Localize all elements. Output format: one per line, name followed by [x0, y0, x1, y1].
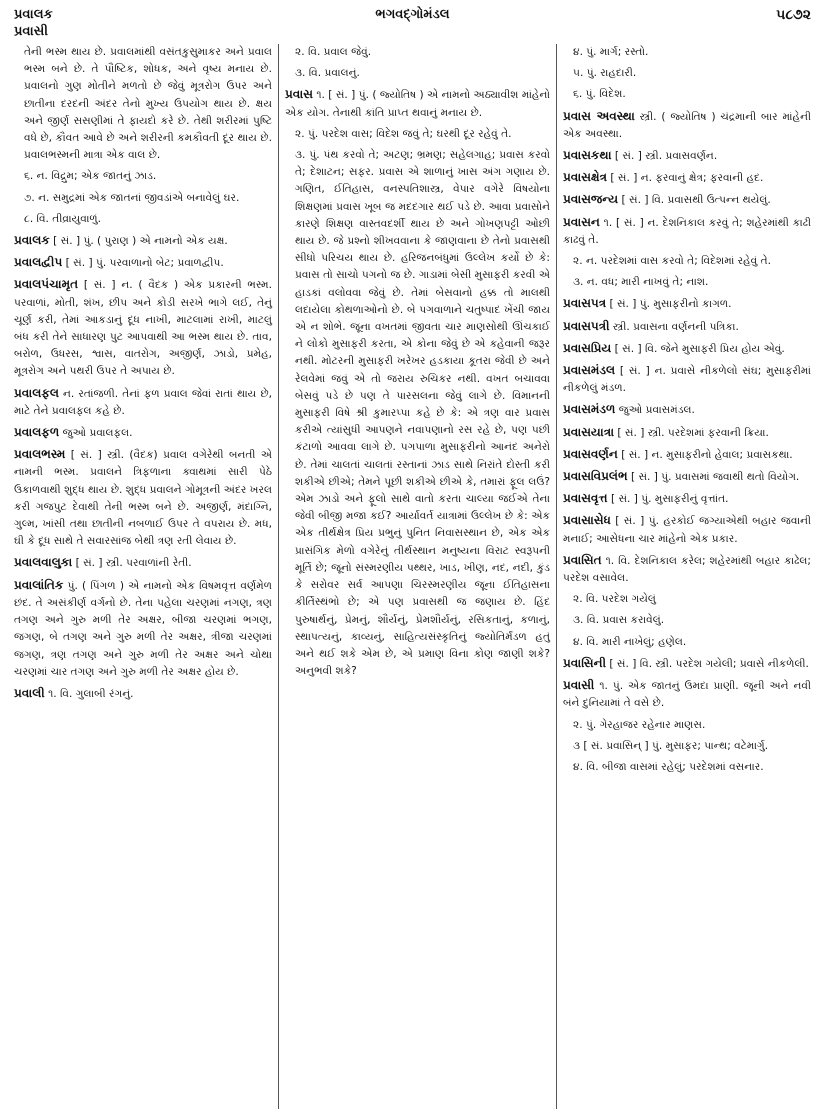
entry-definition: ૬. ન. વિદ્રુમ; એક જાતનું ઝાડ.	[24, 170, 157, 183]
entry-headword: પ્રવાસક્ષેત્ર	[563, 170, 608, 185]
header-left-guide-word: પ્રવાલક	[14, 7, 53, 22]
entry-definition: પું. ( પિંગળ ) એ નામનો એક વિષમવૃત્ત વર્ણમેળ છંદ. તે અસંકીર્ણ વર્ગનો છે. તેના પહેલા ચરણમાં નગણ, ત્રણ તગણ અને ગુરુ મળી તેર અક્ષર, બીજા ચરણમાં ભગણ, જગણ, બે તગણ અને ગુરુ મળી તેર અક્ષર, ત્રીજા ચરણમાં જગણ, ત્રણ તગણ અને ગુરુ મળી તેર અક્ષર અને ચોથા ચરણમાં ચાર તગણ અને ગુરુ મળી તેર અક્ષર હોય છે.	[14, 579, 272, 678]
entry-headword: પ્રવાસયાત્રા	[563, 424, 615, 439]
entry-definition: ૫. પું. રાહદારી.	[573, 67, 637, 80]
dictionary-entry	[563, 424, 811, 442]
entry-headword: પ્રવાસપત્રી	[563, 318, 610, 333]
entry-definition: ૧. પું. એક જાતનું ઉમદા પ્રાણી. જૂની અને નવી બંને દુનિયામાં તે વસે છે.	[563, 680, 811, 710]
entry-headword: પ્રવાસન	[563, 214, 600, 229]
entry-headword: પ્રવાલક	[14, 233, 50, 248]
dictionary-entry	[285, 86, 550, 121]
entry-sense	[563, 86, 811, 103]
dictionary-entry	[14, 254, 272, 272]
entry-definition: ૧. વિ. ગુલાબી રંગનું.	[48, 687, 134, 700]
entry-headword: પ્રવાસમંડળ	[563, 402, 616, 417]
entry-definition: સ્ત્રી. પ્રવાસના વર્ણનની પત્રિકા.	[612, 320, 739, 333]
entry-headword: પ્રવાસી	[563, 678, 595, 693]
dictionary-entry	[14, 685, 272, 703]
entry-definition: ૧. વિ. દેશનિકાલ કરેલ; શહેરમાંથી બહાર કાઢેલ; પરદેશ વસાવેલ.	[563, 554, 811, 585]
dictionary-entry	[563, 512, 811, 547]
dictionary-entry	[563, 295, 811, 313]
entry-headword: પ્રવાસવિપ્રલંભ	[563, 469, 628, 484]
dictionary-entry	[563, 191, 811, 209]
entry-definition: ૩. વિ. પ્રવાલનું.	[295, 67, 360, 80]
entry-definition: [ સં. ] પું. મુસાફરીનો કાગળ.	[609, 298, 732, 311]
entry-definition: ૨. વિ. પ્રવાલ જેવું.	[295, 46, 372, 58]
entry-sense	[563, 612, 811, 629]
entry-headword: પ્રવાલી	[14, 685, 45, 700]
dictionary-entry	[563, 468, 811, 486]
entry-definition: જુઓ પ્રવાલફલ.	[62, 427, 133, 440]
entry-sense	[285, 126, 550, 143]
column-1	[8, 44, 278, 1109]
entry-definition: [ સં. ] વિ. પ્રવાસથી ઉત્પન્ન થયેલું.	[621, 194, 771, 207]
entry-headword: પ્રવાલફળ	[14, 425, 60, 440]
dictionary-entry	[14, 554, 272, 572]
entry-sense	[14, 44, 272, 164]
dictionary-entry	[563, 655, 811, 673]
entry-definition: [ સં. ] સ્ત્રી. પરવાળાંની રેતી.	[75, 557, 192, 570]
dictionary-entry	[14, 424, 272, 442]
entry-definition: ૨. પું. ગેરહાજર રહેનાર માણસ.	[573, 718, 706, 731]
entry-headword: પ્રવાલફલ	[14, 385, 59, 400]
entry-definition: [ સં. ] સ્ત્રી. પરદેશમાં ફરવાની ક્રિયા.	[617, 426, 769, 439]
header-title: ભગવદ્ગોમંડલ	[375, 7, 450, 22]
entry-definition: ૩ [ સં. પ્રવાસિન્ ] પું. મુસાફર; પાન્થ; વટેમાર્ગુ.	[573, 739, 769, 752]
dictionary-entry	[563, 169, 811, 187]
entry-headword: પ્રવાસિની	[563, 655, 607, 670]
entry-sense	[563, 717, 811, 734]
entry-headword: પ્રવાસ	[285, 87, 313, 102]
column-3	[556, 44, 817, 1109]
entry-definition: ૪. વિ. બીજા વાસમાં રહેલું; પરદેશમાં વસનાર.	[573, 760, 764, 773]
entry-definition: ૨. ન. પરદેશમાં વાસ કરવો તે; વિદેશમાં રહેવું તે.	[573, 255, 772, 268]
entry-headword: પ્રવાસ અવસ્થા	[563, 108, 635, 123]
entry-definition: ૪. વિ. મારી નાખેલું; હણેલ.	[573, 635, 687, 648]
entry-headword: પ્રવાસમંડલ	[563, 363, 616, 378]
dictionary-entry	[14, 577, 272, 681]
entry-sense	[563, 738, 811, 755]
entry-headword: પ્રવાસિત	[563, 552, 602, 567]
entry-definition: [ સં. ] ન. પ્રવાસે નીકળેલો સંઘ; મુસાફરીમાં નીકળેલું મંડળ.	[563, 365, 811, 395]
entry-definition: [ સં. ] ન. ફરવાનું ક્ષેત્ર; ફરવાની હદ.	[610, 172, 764, 185]
entry-definition: [ સં. ] ન. ( વૈદક ) એક પ્રકારની ભસ્મ. પરવાળાં, મોતી, શંખ, છીપ અને કોડી સરખે ભાગે લઈ, તેનું ચૂર્ણ કરી, તેમાં આકડાનું દૂધ નાખી, માટલામાં રાખી, માટલું બંધ કરી તેને સાધારણ પુટ આપવાથી આ ભસ્મ થાય છે. તાવ, બરોળ, ઉધરસ, શ્વાસ, વાતરોગ, અજીર્ણ, ઝાડો, પ્રમેહ, મૂત્રરોગ અને પથરી ઉપર તે અપાય છે.	[14, 279, 272, 378]
entry-headword: પ્રવાલાંતિક	[14, 577, 64, 592]
entry-headword: પ્રવાસકથા	[563, 148, 612, 163]
entry-sense	[563, 65, 811, 82]
dictionary-entry	[563, 552, 811, 587]
entry-sense	[563, 634, 811, 651]
columns-container	[8, 44, 817, 1109]
header-page-number: ૫૮૭૨	[776, 7, 811, 23]
entry-sense	[563, 759, 811, 776]
entry-definition: ૭. ન. સમુદ્રમાં એક જાતનાં જીવડાંએ બનાવેલું ઘર.	[24, 191, 240, 204]
entry-headword: પ્રવાસપ્રિય	[563, 340, 612, 355]
entry-sense	[285, 65, 550, 82]
entry-headword: પ્રવાલભસ્મ	[14, 447, 66, 462]
dictionary-entry	[14, 446, 272, 550]
entry-definition: ૬. પું. વિદેશ.	[573, 88, 626, 101]
dictionary-entry	[563, 401, 811, 419]
entry-headword: પ્રવાલવાલુકા	[14, 555, 73, 570]
dictionary-entry	[563, 108, 811, 143]
entry-headword: પ્રવાસપત્ર	[563, 296, 607, 311]
header-second-guide-word: પ્રવાસી	[14, 24, 48, 39]
entry-headword: પ્રવાસવૃત્ત	[563, 491, 608, 506]
entry-headword: પ્રવાસવર્ણન	[563, 446, 618, 461]
dictionary-entry	[14, 385, 272, 420]
entry-sense	[14, 190, 272, 207]
entry-definition: ૧. [ સં. ] ન. દેશનિકાલ કરવું તે; શહેરમાંથી કાઢી કાઢવું તે.	[563, 216, 811, 246]
dictionary-entry	[14, 232, 272, 250]
entry-definition: સ્ત્રી. ( જ્યોતિષ ) ચંદ્રમાની બાર માંહેની એક અવસ્થા.	[563, 110, 811, 140]
page-header	[8, 4, 817, 26]
dictionary-entry	[14, 276, 272, 380]
entry-sense	[14, 168, 272, 185]
entry-headword: પ્રવાસાસેધ	[563, 513, 611, 528]
entry-definition: [ સં. ] પું. પરવાળાનો બેટ; પ્રવાળદ્વીપ.	[65, 257, 224, 270]
entry-definition: [ સં. ] વિ. સ્ત્રી. પરદેશ ગયેલી; પ્રવાસે નીકળેલી.	[609, 657, 809, 670]
entry-sense	[14, 211, 272, 228]
entry-sense	[285, 44, 550, 61]
entry-headword: પ્રવાલદ્વીપ	[14, 255, 63, 270]
dictionary-entry	[563, 214, 811, 249]
dictionary-entry	[563, 446, 811, 464]
entry-definition: [ સં. ] ન. મુસાફરીનો હેવાલ; પ્રવાસકથા.	[621, 448, 793, 461]
column-2	[278, 44, 556, 1109]
dictionary-entry	[563, 318, 811, 336]
dictionary-entry	[563, 677, 811, 712]
entry-definition: ૩. પું. પંથ કરવો તે; અટણ; ભ્રમણ; સહેલગાહ; પ્રવાસ કરવો તે; દેશાટન; સફર. પ્રવાસ એ શાળાનું ખાસ અંગ ગણાય છે. ગણિત, ઈતિહાસ, વનસ્પતિશાસ્ત્ર, વેપાર વગેરે વિષયોના શિક્ષણમાં પ્રવાસ ખૂબ જ મદદગાર થઈ પડે છે. આવા પ્રવાસોને કારણે શિક્ષણ વાસ્તવદર્શી થાય છે અને ગોખણપટ્ટી ઓછી થાય છે. જે પ્રશ્નો શીખવવાના કે જાણવાના છે તેનો પ્રવાસથી સીધો પરિચય થાય છે. હરિજનબંધુમાં ઉલ્લેખ કર્યો છે કે: પ્રવાસ તો સાચો પગનો જ છે. ગાડામાં બેસી મુસાફરી કરવી એ હાડકાં વલોવવા જેવું છે. તેમાં બેસવાનો હક્ક તો માલથી લદાયેલા કોથળાઓનો છે. બે પગવાળાને ચતુષ્પાદ ખેંચી જાય એ ન શોભે. જૂના વખતમાં જીવતા ચાર માણસોથી ઊંચકાઈ ને લોકો મુસાફરી કરતા, એ કોના જેવું છે એ કહેવાની જરૂર નથી. મોટરની મુસાફરી ખરેખર હડકાયા કૂતરા જેવી છે અને રેલવેમાં જવું એ તો જરાય રુચિકર નથી. વખત બચાવવા બેસવું પડે છે પણ તે પારસલના જેવું લાગે છે. વિમાનની મુસાફરી વિષે શ્રી કુમારપ્પા કહે છે કે: એ ત્રણ વાર પ્રવાસ કરીએ ત્યાંસુધી આપણને નવાપણાનો રસ રહે છે, પણ પછી કંટાળો આવવા લાગે છે. પગપાળા મુસાફરીનો આનંદ અનેરો છે. તેમાં ચાલતાં ચાલતાં રસ્તાનાં ઝાડ સાથે નિરાંતે દોસ્તી કરી શકીએ છીએ; તેમને પૂછી શકીએ છીએ કે, તમારાં ફૂલ લઉં? એમ ઝાડો અને ફૂલો સાથે વાતો કરતા ચાલ્યા જઈએ તેના જેવી બીજી મજા કઈ? આર્યાવર્ત યાત્રામાં ઉલ્લેખ છે કે: એક એક તીર્થક્ષેત્ર પ્રિય પ્રભુનું પુનિત નિવાસસ્થાન છે, એક એક પ્રાસંગિક મેળો વગેરેનું તીર્થસ્થાન મનુષ્યના વિરાટ સ્વરૂપની મૂર્તિ છે; જૂનો સંસ્મરણીય પથ્થર, ખાડ, ખીણ, નદ, નદી, કુંડ કે સરોવર સર્વ આપણા ચિરસ્મરણીય જૂના ઈતિહાસના કીર્તિસ્થંભો છે; એ પણ પ્રવાસથી જ જણાય છે. હિંદ પુરુષાર્થનું, પ્રેમનું, શૌર્યનું, પ્રેમશૌર્યનું, રસિકતાનું, કળાનું, સ્થાપત્યનું, કાવ્યનું, સાહિત્યસંસ્કૃતિનું જ્યોતિર્મંડળ હતું અને થઈ શકે એમ છે, એ પ્રમાણ વિના કોણ જાણી શકે? અનુભવી શકે?	[295, 149, 550, 678]
entry-headword: પ્રવાલપંચામૃત	[14, 277, 79, 292]
entry-definition: ૩. ન. વધ; મારી નાખવું તે; નાશ.	[573, 276, 709, 289]
entry-definition: તેની ભસ્મ થાય છે. પ્રવાલમાંથી વસંતકુસુમાકર અને પ્રવાલ ભસ્મ બને છે. તે પૌષ્ટિક, શોધક, અને વૃષ્ય મનાય છે. પ્રવાલનો ગુણ મોતીને મળતો છે જેવું મૂત્રરોગ ઉપર અને છાતીના દરદની અંદર તેનો મુખ્ય ઉપયોગ થાય છે. ક્ષય અને જીર્ણ સસણીમાં તે ફાયદો કરે છે. તેથી શરીરમાં પુષ્ટિ વધે છે, કૌવત આવે છે અને શરીરની કમકૌવતી દૂર થાય છે. પ્રવાલભસ્મની માત્રા એક વાલ છે.	[24, 46, 272, 162]
entry-sense	[563, 44, 811, 61]
entry-definition: ૧. [ સં. ] પું. ( જ્યોતિષ ) એ નામનો અઠ્યાવીશ માંહેનો એક યોગ. તેનાથી કાંતિ પ્રાપ્ત થવાનું મનાય છે.	[285, 89, 550, 119]
entry-definition: ૪. પું. માર્ગ; રસ્તો.	[573, 46, 649, 58]
dictionary-entry	[563, 147, 811, 165]
entry-definition: ૩. વિ. પ્રવાસ કરાવેલું.	[573, 614, 665, 627]
entry-sense	[563, 253, 811, 270]
entry-definition: [ સં. ] પું. હરકોઈ જગ્યાએથી બહાર જવાની મનાઈ; આસેધના ચાર માંહેનો એક પ્રકાર.	[563, 515, 811, 545]
entry-definition: ૮. વિ. તીવ્રાયુવાળું.	[24, 212, 102, 225]
entry-definition: [ સં. ] પું. મુસાફરીનું વૃત્તાંત.	[610, 493, 729, 506]
entry-definition: જુઓ પ્રવાસમંડલ.	[618, 404, 695, 417]
entry-definition: [ સં. ] સ્ત્રી. પ્રવાસવર્ણન.	[614, 150, 718, 163]
dictionary-entry	[563, 490, 811, 508]
entry-definition: ન. રતાંજળી. તેનાં ફળ પ્રવાલ જેવાં રાતાં થાય છે, માટે તેને પ્રવાલફલ કહે છે.	[14, 387, 272, 417]
entry-headword: પ્રવાસજન્ય	[563, 192, 619, 207]
entry-sense	[563, 274, 811, 291]
dictionary-entry	[563, 362, 811, 397]
entry-sense	[285, 147, 550, 680]
entry-definition: ૨. વિ. પરદેશ ગયેલું	[573, 593, 656, 606]
entry-definition: [ સં. ] વિ. જેને મુસાફરી પ્રિય હોય એવું.	[614, 342, 785, 355]
dictionary-entry	[563, 340, 811, 358]
entry-definition: [ સં. ] સ્ત્રી. (વૈદક) પ્રવાલ વગેરેથી બનતી એ નામની ભસ્મ. પ્રવાલને ત્રિફળાના ક્વાથમાં સારી પેઠે ઉકાળવાથી શુદ્ધ થાય છે. શુદ્ધ પ્રવાલને ગોમૂત્રની અંદર ખરલ કરી ગજપુટ દેવાથી તેની ભસ્મ બને છે. અજીર્ણ, મંદાગ્નિ, ગુલ્મ, ખાંસી તથા છાતીની નબળાઈ ઉપર તે વપરાય છે. મધ, ઘી કે દૂધ સાથે તે સવારસાંજ બેથી ત્રણ રતી લેવાય છે.	[14, 449, 272, 548]
entry-definition: ૨. પું. પરદેશ વાસ; વિદેશ જવું તે; ઘરથી દૂર રહેવું તે.	[295, 127, 512, 140]
entry-definition: [ સં. ] પું. ( પુરાણ ) એ નામનો એક યક્ષ.	[53, 235, 228, 248]
entry-sense	[563, 591, 811, 608]
entry-definition: [ સં. ] પું. પ્રવાસમાં જવાથી થતો વિયોગ.	[630, 471, 800, 484]
